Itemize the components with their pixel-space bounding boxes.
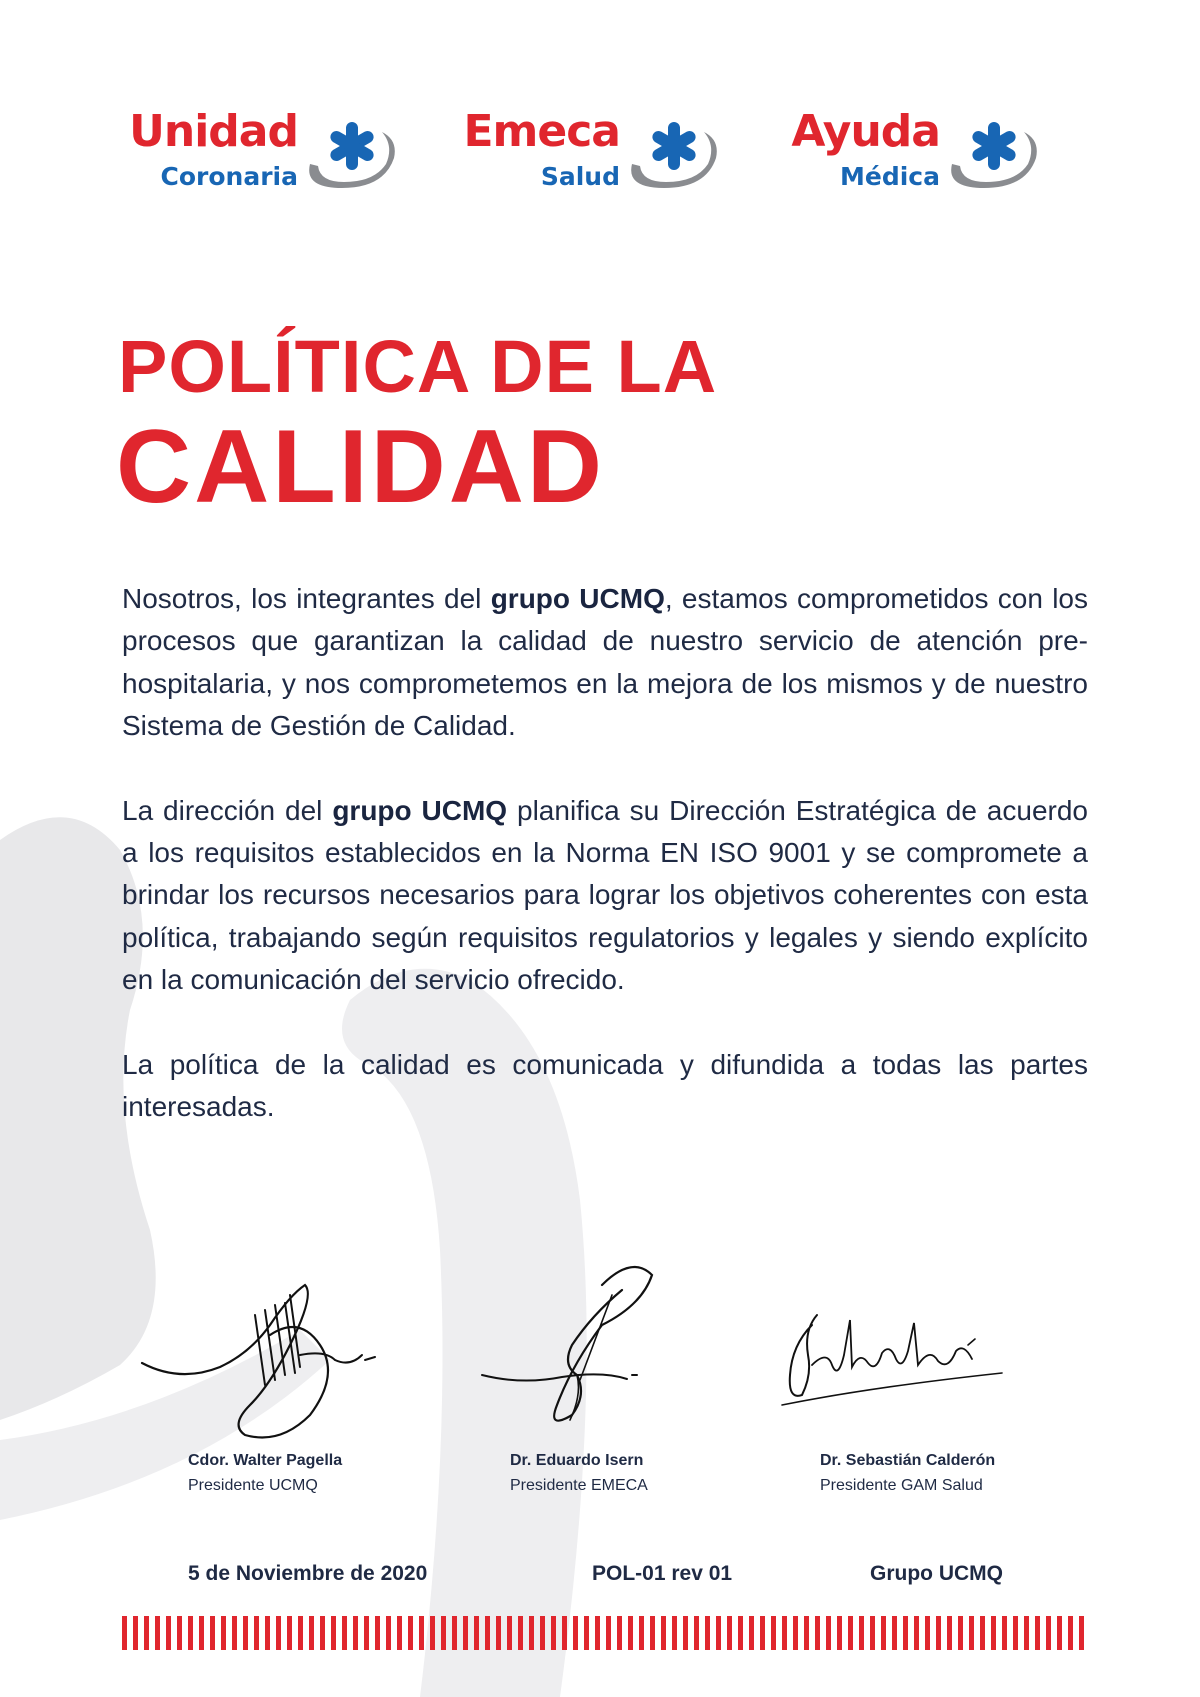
signatory-name: Dr. Eduardo Isern — [510, 1452, 644, 1469]
signatory-role: Presidente GAM Salud — [820, 1477, 983, 1494]
logo-word-secondary: Coronaria — [160, 162, 298, 191]
signatory-role: Presidente EMECA — [510, 1477, 648, 1494]
logo-word-secondary: Médica — [840, 162, 940, 191]
logo-emeca-salud — [440, 106, 720, 210]
logo-row — [0, 106, 1200, 210]
signature-2 — [462, 1255, 722, 1515]
footer-code: POL-01 rev 01 — [592, 1562, 733, 1585]
bold-group-name: grupo UCMQ — [332, 794, 508, 826]
signature-scribble-3 — [772, 1255, 1032, 1445]
signatory-name: Dr. Sebastián Calderón — [820, 1452, 996, 1469]
signatory-role: Presidente UCMQ — [188, 1477, 318, 1494]
title-line-1: POLÍTICA DE LA — [118, 325, 718, 408]
footer-org: Grupo UCMQ — [870, 1562, 1003, 1585]
logo-word-primary: Emeca — [463, 106, 620, 157]
document-footer — [0, 1562, 1200, 1592]
footer-date: 5 de Noviembre de 2020 — [188, 1562, 428, 1585]
signature-1 — [140, 1255, 400, 1515]
star-of-life-icon — [624, 112, 720, 192]
bold-group-name: grupo UCMQ — [490, 583, 665, 614]
signatory-name: Cdor. Walter Pagella — [188, 1452, 343, 1469]
signature-3 — [772, 1255, 1032, 1515]
signature-scribble-2 — [462, 1255, 722, 1445]
logo-word-primary: Unidad — [129, 106, 298, 157]
signature-block — [0, 1255, 1200, 1515]
title-line-2: CALIDAD — [116, 409, 605, 525]
paragraph-3: La política de la calidad es comunicada y difundida a todas las partes interesadas. — [122, 1048, 1088, 1123]
signature-scribble-1 — [140, 1255, 400, 1445]
logo-word-primary: Ayuda — [791, 106, 940, 157]
logo-ayuda-medica — [760, 106, 1040, 210]
decorative-stripe-bar — [122, 1616, 1090, 1650]
star-of-life-icon — [944, 112, 1040, 192]
logo-unidad-coronaria — [118, 106, 398, 210]
policy-body — [122, 578, 1088, 1170]
paragraph-1: Nosotros, los integrantes del grupo UCMQ, estamos comprometidos con los procesos que garantizan la calidad de nuestro servicio de atención pre-hospitalaria, y nos comprometemos en la mejora de los mismos y de nuestro Sistema de Gestión de Calidad. — [122, 583, 1088, 742]
star-of-life-icon — [302, 112, 398, 192]
paragraph-2: La dirección del grupo UCMQ planifica su Dirección Estratégica de acuerdo a los requisitos establecidos en la Norma EN ISO 9001 y se compromete a brindar los recursos necesarios para lograr los objetivos coherentes con esta política, trabajando según requisitos regulatorios y legales y siendo explícito en la comunicación del servicio ofrecido. — [122, 794, 1088, 996]
logo-word-secondary: Salud — [540, 162, 620, 191]
